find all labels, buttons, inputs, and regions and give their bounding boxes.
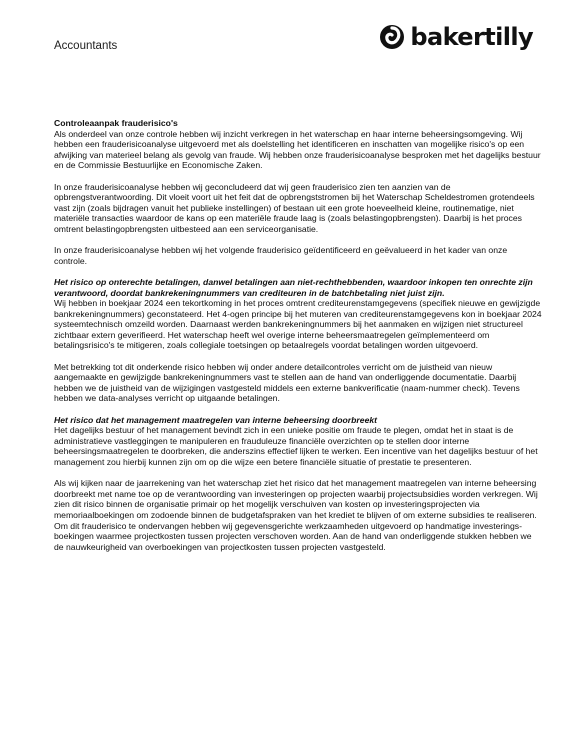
risk1-heading: Het risico op onterechte betalingen, danwel betalingen aan niet-rechthebbenden, waardoor inkopen ten onrechte zijn verantwoord, doordat bankrekeningnummers van crediteuren in de batchbetaling niet juist zijn.: [54, 276, 533, 298]
risk1-paragraph-1: Wij hebben in boekjaar 2024 een tekortkoming in het proces omtrent crediteurenstamgegevens (specifiek nieuwe en gewijzigde bankrekeningnummers) geconstateerd. Het 4-ogen principe bij het muteren van crediteurenstamgegevens kon in boekjaar 2024 systeemtechnisch omzeild worden. Daarnaast werden bankrekeningnummers bij het aanmaken en wijzigen niet structureel zichtbaar extern geverifieerd. Het waterschap heeft wel overige interne beheersmaatregelen geïmplementeerd om betalingsrisico's te mitigeren, zoals collegiale toetsingen op betaalregels voordat betalingen worden uitgevoerd.: [54, 298, 542, 351]
paragraph-identified: In onze frauderisicoanalyse hebben wij het volgende frauderisico geïdentificeerd en geëvalueerd in het kader van onze controle.: [54, 245, 508, 266]
paragraph-intro: Als onderdeel van onze controle hebben wij inzicht verkregen in het waterschap en haar interne beheersingsomgeving. Wij hebben een frauderisicoanalyse uitgevoerd met als doelstelling het identificeren en inschatten van mogelijke risico's op een afwijking van materieel belang als gevolg van fraude. Wij hebben onze frauderisicoanalyse besproken met het dagelijks bestuur en de Commissie Bestuurlijke en Economische Zaken.: [54, 128, 541, 171]
bakertilly-swirl-icon: [379, 22, 407, 52]
risk1-paragraph-2: Met betrekking tot dit onderkende risico hebben wij onder andere detailcontroles verricht om de juistheid van nieuw aangemaakte en gewijzigde bankrekeningnummers vast te stellen aan de hand van onderliggende documentatie. Daarbij hebben we de juistheid van de wijzigingen vastgesteld middels een externe bankverificatie (naam-nummer check). Tevens hebben we data-analyses verricht op uitgaande betalingen.: [54, 361, 520, 404]
risk2-paragraph-1: Het dagelijks bestuur of het management bevindt zich in een unieke positie om fraude te plegen, omdat het in staat is de administratieve vastleggingen te manipuleren en frauduleuze financiële overzichten op te stellen door interne beheersingsmaatregelen te doorbreken, die anderszins effectief lijken te werken. Een incentive van het dagelijks bestuur of het management zou hierbij kunnen zijn om op die wijze een betere financiële situatie of prestatie te presenteren.: [54, 425, 538, 467]
risk2-heading: Het risico dat het management maatregelen van interne beheersing doorbreekt: [54, 414, 378, 425]
paragraph-revenue: In onze frauderisicoanalyse hebben wij geconcludeerd dat wij geen frauderisico zien ten aanzien van de opbrengstverantwoording. Dit vloeit voort uit het feit dat de opbrengststromen bij het Waterschap Scheldestromen grotendeels vast zijn (zoals bijdragen vanuit het publieke instellingen) of bestaan uit een grote hoeveelheid kleine, routinematige, niet materiële transacties waardoor de kans op een materiële fraude laag is (zoals belastingopbrengsten). Daarbij is het proces omtrent belastingopbrengsten uitbesteed aan een serviceorganisatie.: [54, 181, 535, 234]
logo: [379, 22, 533, 52]
risk2-paragraph-2: Als wij kijken naar de jaarrekening van het waterschap ziet het risico dat het management maatregelen van interne beheersing doorbreekt met name toe op de verantwoording van investeringen op projecten waarbij projectsubsidies worden verkregen. Wij zien dit risico binnen de organisatie primair op het mogelijk verschuiven van kosten op investeringsprojecten via memoriaalboekingen om zodoende binnen de budgetafspraken van het krediet te blijven of om externe subsidies te realiseren. Om dit frauderisico te ondervangen hebben wij gegevensgerichte werkzaamheden uitgevoerd op handmatige investerings-boekingen waarmee projectkosten tussen projecten verschoven worden. Aan de hand van onderliggende stukken hebben we de nauwkeurigheid van overboekingen van projectkosten tussen projecten vastgesteld.: [54, 478, 538, 552]
logo-wordmark: bakertilly: [410, 23, 533, 51]
section-title: Controleaanpak frauderisico's: [54, 118, 178, 128]
document-body: [54, 118, 542, 563]
header-label: Accountants: [54, 40, 118, 52]
